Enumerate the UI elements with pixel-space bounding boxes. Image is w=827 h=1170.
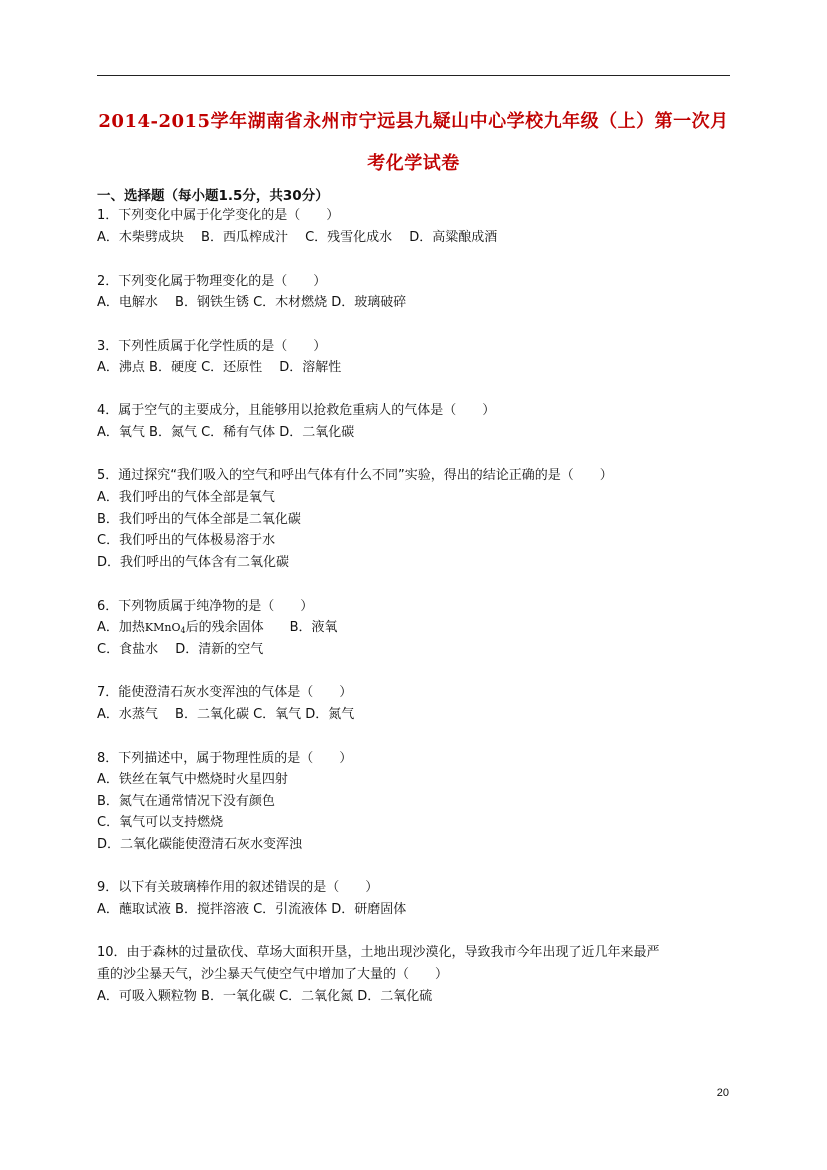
q6-options-line2: C．食盐水 D．清新的空气 [97, 642, 264, 657]
formula-subscript: 4 [180, 626, 186, 635]
q10-stem-line2: 重的沙尘暴天气，沙尘暴天气使空气中增加了大量的（ ） [97, 967, 449, 982]
q9-stem: 9．以下有关玻璃棒作用的叙述错误的是（ ） [97, 880, 379, 895]
formula-text: KMnO [144, 621, 181, 634]
q5-option-c: C．我们呼出的气体极易溶于水 [97, 533, 276, 548]
q2-options: A．电解水 B．钢铁生锈 C．木材燃烧 D．玻璃破碎 [97, 295, 407, 310]
q3-stem: 3．下列性质属于化学性质的是（ ） [97, 339, 327, 354]
kmno4-formula [145, 621, 186, 634]
q6-option-a-prefix: A．加热 [97, 620, 145, 635]
q4-stem: 4．属于空气的主要成分，且能够用以抢救危重病人的气体是（ ） [97, 403, 496, 418]
q9-options: A．蘸取试液 B．搅拌溶液 C．引流液体 D．研磨固体 [97, 902, 407, 917]
q8-option-a: A．铁丝在氧气中燃烧时火星四射 [97, 772, 288, 787]
q6-stem: 6．下列物质属于纯净物的是（ ） [97, 599, 314, 614]
exam-title-line2: 考化学试卷 [367, 153, 460, 174]
q4-options: A．氧气 B．氮气 C．稀有气体 D．二氧化碳 [97, 425, 355, 440]
q7-options: A．水蒸气 B．二氧化碳 C．氧气 D．氮气 [97, 707, 355, 722]
q5-option-b: B．我们呼出的气体全部是二氧化碳 [97, 512, 301, 527]
q1-options: A．木柴劈成块 B．西瓜榨成汁 C．残雪化成水 D．高粱酿成酒 [97, 230, 498, 245]
q7-stem: 7．能使澄清石灰水变浑浊的气体是（ ） [97, 685, 353, 700]
q5-stem: 5．通过探究“我们吸入的空气和呼出气体有什么不同”实验，得出的结论正确的是（ ） [97, 468, 613, 483]
q5-option-d: D．我们呼出的气体含有二氧化碳 [97, 555, 290, 570]
q8-option-d: D．二氧化碳能使澄清石灰水变浑浊 [97, 837, 303, 852]
q2-stem: 2．下列变化属于物理变化的是（ ） [97, 274, 327, 289]
q5-option-a: A．我们呼出的气体全部是氧气 [97, 490, 275, 505]
q3-options: A．沸点 B．硬度 C．还原性 D．溶解性 [97, 360, 342, 375]
q1-stem: 1．下列变化中属于化学变化的是（ ） [97, 208, 340, 223]
q10-options: A．可吸入颗粒物 B．一氧化碳 C．二氧化氮 D．二氧化硫 [97, 989, 433, 1004]
q10-stem-line1: 10．由于森林的过量砍伐、草场大面积开垦，土地出现沙漠化，导致我市今年出现了近几年来最严 [97, 945, 660, 960]
q6-options-line1 [97, 619, 338, 640]
page-number: 20 [716, 1087, 729, 1099]
exam-title-line1: 2014-2015学年湖南省永州市宁远县九疑山中心学校九年级（上）第一次月 [98, 111, 729, 132]
q8-option-b: B．氮气在通常情况下没有颜色 [97, 794, 275, 809]
q6-option-a-suffix: 后的残余固体 B．液氧 [185, 620, 338, 635]
q8-option-c: C．氧气可以支持燃烧 [97, 815, 224, 830]
header-rule [97, 75, 730, 76]
q8-stem: 8．下列描述中，属于物理性质的是（ ） [97, 751, 353, 766]
section-heading: 一、选择题（每小题1.5分，共30分） [97, 188, 329, 204]
